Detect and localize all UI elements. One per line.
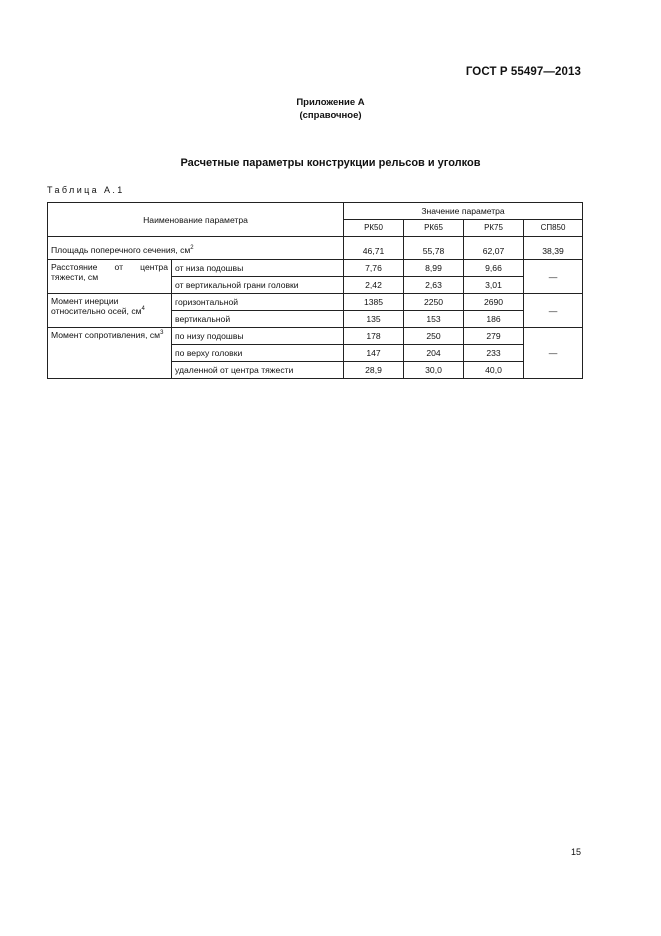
table-cell: 250: [404, 328, 464, 345]
header-parameter-value: Значение параметра: [344, 203, 583, 220]
page-number: 15: [570, 847, 581, 857]
table-row: [48, 294, 583, 311]
table-cell: 30,0: [404, 362, 464, 379]
table-cell: 233: [464, 345, 524, 362]
table-cell: 46,71: [344, 243, 404, 260]
document-title: Расчетные параметры конструкции рельсов и уголков: [180, 157, 481, 169]
table-header-row: [48, 203, 583, 220]
table-cell: 8,99: [404, 260, 464, 277]
table-row: [48, 260, 583, 277]
table-cell: 9,66: [464, 260, 524, 277]
row-sublabel: по верху головки: [172, 345, 344, 362]
row-sublabel: по низу подошвы: [172, 328, 344, 345]
table-cell: 204: [404, 345, 464, 362]
row-label-area: Площадь поперечного сечения, $см^2$: [48, 243, 344, 260]
column-header-sp850: СП850: [524, 220, 583, 237]
header-parameter-name: Наименование параметра: [48, 203, 344, 237]
appendix-heading: [0, 96, 661, 122]
table-cell: 55,78: [404, 243, 464, 260]
row-sublabel: горизонтальной: [172, 294, 344, 311]
table-cell: 40,0: [464, 362, 524, 379]
row-group-label-distance: Расстояние от центра тяжести, см: [48, 260, 172, 294]
row-sublabel: от вертикальной грани головки: [172, 277, 344, 294]
table-cell: 28,9: [344, 362, 404, 379]
table-cell-dash: —: [524, 260, 583, 294]
table-cell: 147: [344, 345, 404, 362]
table-cell: 186: [464, 311, 524, 328]
table-cell-dash: —: [524, 294, 583, 328]
table-row: [48, 243, 583, 260]
appendix-subtitle: (справочное): [299, 110, 362, 121]
column-header-rk65: РК65: [404, 220, 464, 237]
table-cell: 135: [344, 311, 404, 328]
table-label: Таблица А.1: [47, 185, 125, 195]
appendix-title: Приложение А: [296, 97, 365, 108]
parameters-table: [47, 202, 583, 379]
table-cell: 38,39: [524, 243, 583, 260]
standard-number: ГОСТ Р 55497—2013: [465, 66, 581, 78]
table-cell: 2250: [404, 294, 464, 311]
table-cell: 2,63: [404, 277, 464, 294]
row-sublabel: удаленной от центра тяжести: [172, 362, 344, 379]
table-cell: 7,76: [344, 260, 404, 277]
table-cell: 1385: [344, 294, 404, 311]
row-group-label-resistance: Момент сопротивления, $см^3$: [48, 328, 172, 379]
table-cell: 2690: [464, 294, 524, 311]
row-sublabel: от низа подошвы: [172, 260, 344, 277]
row-group-label-inertia: Момент инерции относительно осей, $см^4$: [48, 294, 172, 328]
table-cell-dash: —: [524, 328, 583, 379]
column-header-rk50: РК50: [344, 220, 404, 237]
table-cell: 153: [404, 311, 464, 328]
table-row: [48, 328, 583, 345]
table-cell: 279: [464, 328, 524, 345]
table-cell: 178: [344, 328, 404, 345]
table-cell: 62,07: [464, 243, 524, 260]
column-header-rk75: РК75: [464, 220, 524, 237]
table-cell: 2,42: [344, 277, 404, 294]
row-sublabel: вертикальной: [172, 311, 344, 328]
table-cell: 3,01: [464, 277, 524, 294]
